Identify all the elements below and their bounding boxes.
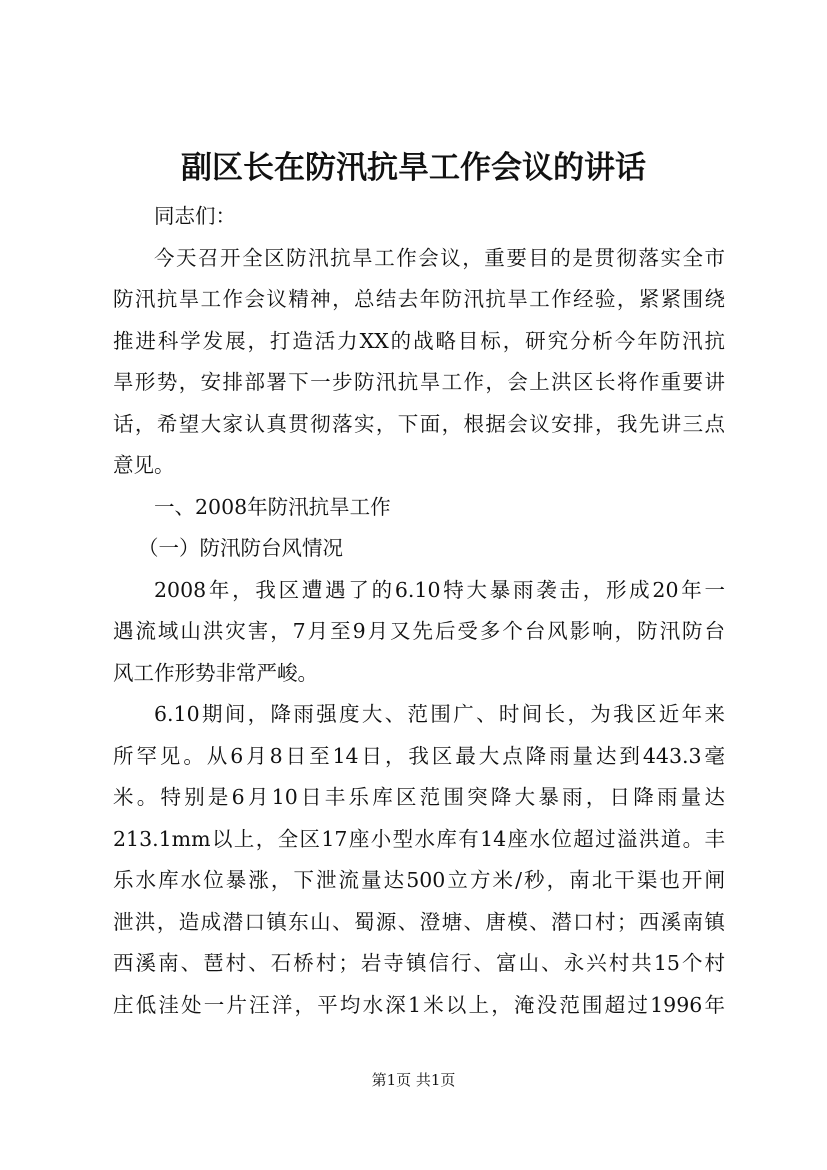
- paragraph-line: 推进科学发展，打造活力XX的战略目标，研究分析今年防汛抗: [113, 328, 725, 353]
- salutation-line: 同志们：: [154, 204, 236, 228]
- section-heading: 一、2008年防汛抗旱工作: [154, 494, 391, 519]
- paragraph-line: 话，希望大家认真贯彻落实，下面，根据会议安排，我先讲三点: [113, 411, 725, 436]
- paragraph-line: 庄低洼处一片汪洋，平均水深1米以上，淹没范围超过1996年: [113, 992, 725, 1017]
- paragraph-line: 213.1mm以上，全区17座小型水库有14座水位超过溢洪道。丰: [113, 826, 725, 851]
- paragraph-line: 意见。: [113, 453, 175, 477]
- paragraph-line: 防汛抗旱工作会议精神，总结去年防汛抗旱工作经验，紧紧围绕: [113, 287, 725, 311]
- paragraph-line: 米。特别是6月10日丰乐库区范围突降大暴雨，日降雨量达: [113, 785, 725, 809]
- document-title: 副区长在防汛抗旱工作会议的讲话: [181, 150, 646, 186]
- page-number-footer: 第1页 共1页: [371, 1071, 456, 1089]
- paragraph-line: 今天召开全区防汛抗旱工作会议，重要目的是贯彻落实全市: [154, 245, 725, 270]
- subsection-heading: （一）防汛防台风情况: [138, 536, 343, 560]
- paragraph-line: 西溪南、琶村、石桥村；岩寺镇信行、富山、永兴村共15个村: [113, 951, 725, 975]
- paragraph-line: 遇流域山洪灾害，7月至9月又先后受多个台风影响，防汛防台: [113, 619, 725, 643]
- document-body: [113, 196, 725, 1026]
- paragraph-line: 6.10期间，降雨强度大、范围广、时间长，为我区近年来: [154, 702, 725, 726]
- paragraph-line: 旱形势，安排部署下一步防汛抗旱工作，会上洪区长将作重要讲: [113, 370, 725, 394]
- paragraph-line: 泄洪，造成潜口镇东山、蜀源、澄塘、唐模、潜口村；西溪南镇: [113, 909, 725, 934]
- paragraph-line: 风工作形势非常严峻。: [113, 660, 318, 685]
- paragraph-line: 乐水库水位暴涨，下泄流量达500立方米/秒，南北干渠也开闸: [113, 868, 725, 892]
- paragraph-line: 所罕见。从6月8日至14日，我区最大点降雨量达到443.3毫: [113, 743, 725, 768]
- paragraph-line: 2008年，我区遭遇了的6.10特大暴雨袭击，形成20年一: [154, 577, 725, 602]
